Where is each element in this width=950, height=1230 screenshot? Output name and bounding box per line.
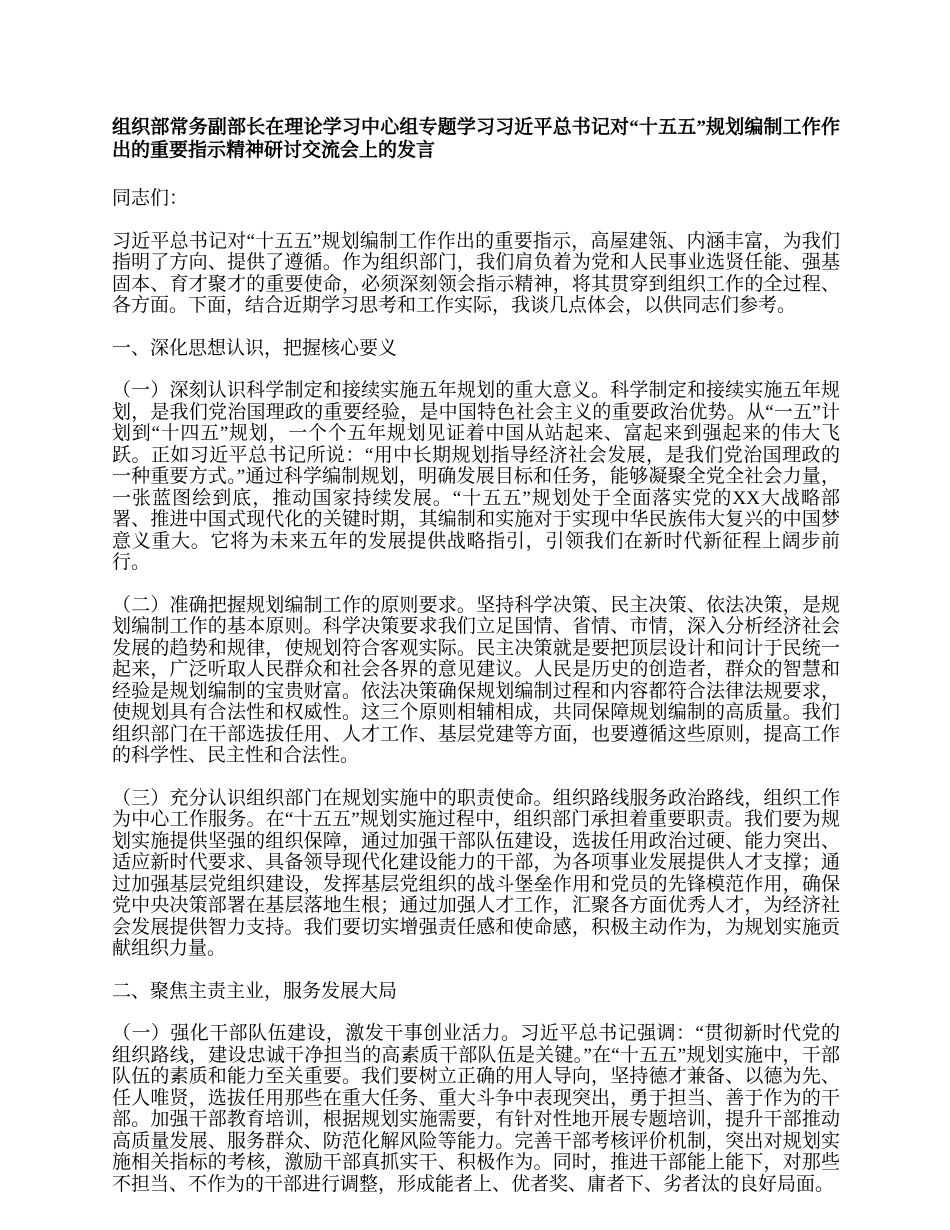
intro-paragraph: 习近平总书记对“十五五”规划编制工作作出的重要指示，高屋建瓴、内涵丰富，为我们指明了方向、提供了遵循。作为组织部门，我们肩负着为党和人民事业选贤任能、强基固本、育才聚才的重要使命，必须深刻领会指示精神，将其贯穿到组织工作的全过程、各方面。下面，结合近期学习思考和工作实际，我谈几点体会，以供同志们参考。 [112, 230, 840, 316]
section-2-paragraph-1: （一）强化干部队伍建设，激发干事创业活力。习近平总书记强调：“贯彻新时代党的组织路线，建设忠诚干净担当的高素质干部队伍是关键。”在“十五五”规划实施中，干部队伍的素质和能力至关重要。我们要树立正确的用人导向，坚持德才兼备、以德为先、任人唯贤，选拔任用那些在重大任务、重大斗争中表现突出，勇于担当、善于作为的干部。加强干部教育培训，根据规划实施需要，有针对性地开展专题培训，提升干部推动高质量发展、服务群众、防范化解风险等能力。完善干部考核评价机制，突出对规划实施相关指标的考核，激励干部真抓实干、积极作为。同时，推进干部能上能下，对那些不担当、不作为的干部进行调整，形成能者上、优者奖、庸者下、劣者汰的良好局面。 [112, 1023, 840, 1195]
section-1-heading: 一、深化思想认识，把握核心要义 [112, 337, 398, 359]
document-title: 组织部常务副部长在理论学习中心组专题学习习近平总书记对“十五五”规划编制工作作出的重要指示精神研讨交流会上的发言 [112, 117, 840, 161]
section-2-heading: 二、聚焦主责主业，服务发展大局 [112, 980, 398, 1002]
section-1-paragraph-3: （三）充分认识组织部门在规划实施中的职责使命。组织路线服务政治路线，组织工作为中心工作服务。在“十五五”规划实施过程中，组织部门承担着重要职责。我们要为规划实施提供坚强的组织保障，通过加强干部队伍建设，选拔任用政治过硬、能力突出、适应新时代要求、具备领导现代化建设能力的干部，为各项事业发展提供人才支撑；通过加强基层党组织建设，发挥基层党组织的战斗堡垒作用和党员的先锋模范作用，确保党中央决策部署在基层落地生根；通过加强人才工作，汇聚各方面优秀人才，为经济社会发展提供智力支持。我们要切实增强责任感和使命感，积极主动作为，为规划实施贡献组织力量。 [112, 787, 840, 959]
section-1-paragraph-1: （一）深刻认识科学制定和接续实施五年规划的重大意义。科学制定和接续实施五年规划，是我们党治国理政的重要经验，是中国特色社会主义的重要政治优势。从“一五”计划到“十四五”规划，一个个五年规划见证着中国从站起来、富起来到强起来的伟大飞跃。正如习近平总书记所说：“用中长期规划指导经济社会发展，是我们党治国理政的一种重要方式。”通过科学编制规划，明确发展目标和任务，能够凝聚全党全社会力量，一张蓝图绘到底，推动国家持续发展。“十五五”规划处于全面落实党的XX大战略部署、推进中国式现代化的关键时期，其编制和实施对于实现中华民族伟大复兴的中国梦意义重大。它将为未来五年的发展提供战略指引，引领我们在新时代新征程上阔步前行。 [112, 380, 840, 573]
salutation: 同志们： [112, 188, 189, 209]
section-1-paragraph-2: （二）准确把握规划编制工作的原则要求。坚持科学决策、民主决策、依法决策，是规划编制工作的基本原则。科学决策要求我们立足国情、省情、市情，深入分析经济社会发展的趋势和规律，使规划符合客观实际。民主决策就是要把顶层设计和问计于民统一起来，广泛听取人民群众和社会各界的意见建议。人民是历史的创造者，群众的智慧和经验是规划编制的宝贵财富。依法决策确保规划编制过程和内容都符合法律法规要求，使规划具有合法性和权威性。这三个原则相辅相成，共同保障规划编制的高质量。我们组织部门在干部选拔任用、人才工作、基层党建等方面，也要遵循这些原则，提高工作的科学性、民主性和合法性。 [112, 594, 840, 766]
